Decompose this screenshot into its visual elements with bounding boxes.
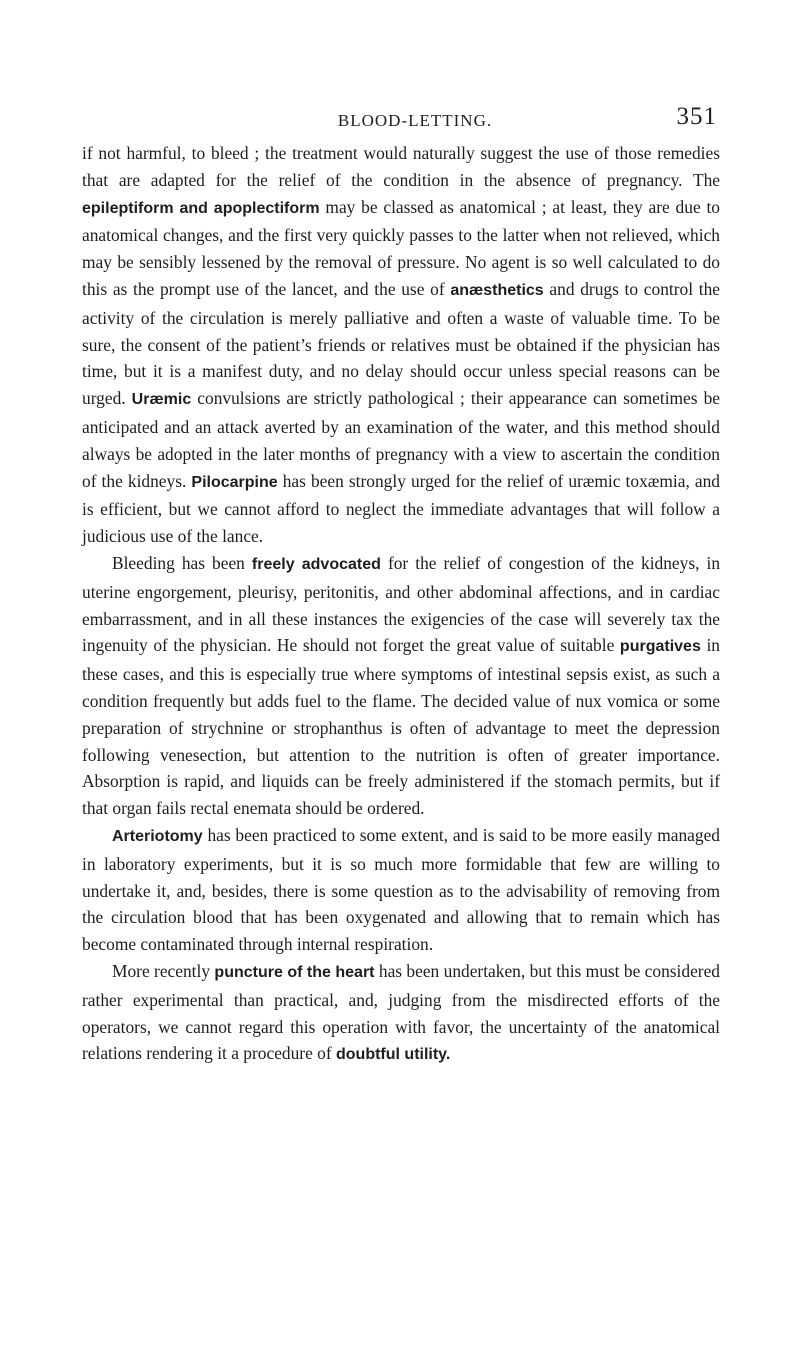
paragraph <box>82 958 720 1069</box>
paragraph <box>82 550 720 822</box>
text-run: has been strongly urged for the relief of uræmic toxæmia, and is efficient, but we cannot afford to neglect the immediate advantages that will follow a judicious use of the lance. <box>82 470 720 547</box>
emphasized-term: freely advocated <box>251 555 381 573</box>
running-title: BLOOD-LETTING. <box>337 111 493 130</box>
emphasized-term: epileptiform and apoplectiform <box>82 199 320 217</box>
emphasized-term: Pilocarpine <box>191 473 278 491</box>
emphasized-term: anæsthetics <box>450 281 544 299</box>
emphasized-term: purgatives <box>619 638 701 656</box>
body-text <box>82 140 720 1069</box>
text-run: has been practiced to some extent, and is said to be more easily managed in laboratory experiments, but it is so much more formidable that few are willing to undertake it, and, besides, there is some question as to the advisability of removing from the circulation blood that has been oxygenated and allowing that to remain which has become contaminated through internal respiration. <box>82 824 720 955</box>
text-run: in these cases, and this is especially true where symptoms of intestinal sepsis exist, as such a condition frequently but adds fuel to the flame. The decided value of nux vomica or some preparation of strychnine or strophanthus is often of advantage to meet the depression following venesection, but attention to the nutrition is often of greater importance. Absorption is rapid, and liquids can be freely administered if the stomach permits, but if that organ fails rectal enemata should be ordered. <box>82 635 720 819</box>
text-run: More recently <box>112 960 215 981</box>
text-run: for the relief of congestion of the kidneys, in uterine engorgement, pleurisy, peritonitis, and other abdominal affections, and in cardiac embarrassment, and in all these instances the exigencies of the case will severely tax the ingenuity of the physician. He should not forget the great value of suitable <box>82 552 721 656</box>
emphasized-term: puncture of the heart <box>214 963 375 981</box>
text-run: and drugs to control the activity of the circulation is merely palliative and often a waste of valuable time. To be sure, the consent of the patient’s friends or relatives must be obtained if the physician has time, but it is a manifest duty, and no delay should occur unless special reasons can be urged. <box>82 278 720 409</box>
paragraph <box>82 822 720 958</box>
text-run: may be classed as anatomical ; at least, they are due to anatomical changes, and the first very quickly passes to the latter when not relieved, which may be sensibly lessened by the removal of pressure. No agent is so well calculated to do this as the prompt use of the lancet, and the use of <box>82 196 720 299</box>
paragraph <box>82 140 720 550</box>
text-run: convulsions are strictly pathological ; their appearance can sometimes be anticipated and an attack averted by an examination of the water, and this method should always be adopted in the later months of pregnancy with a view to ascertain the condition of the kidneys. <box>82 388 720 491</box>
text-run: if not harmful, to bleed ; the treatment would naturally suggest the use of those remedies that are adapted for the relief of the condition in the absence of pregnancy. The <box>82 143 720 190</box>
text-run: has been undertaken, but this must be considered rather experimental than practical, and, judging from the misdirected efforts of the operators, we cannot regard this operation with favor, the uncertainty of the anatomical relations rendering it a procedure of <box>82 960 720 1064</box>
emphasized-term: Uræmic <box>131 391 192 409</box>
emphasized-term: Arteriotomy <box>112 827 203 845</box>
emphasized-term: doubtful utility. <box>336 1046 451 1064</box>
page-number: 351 <box>676 103 717 130</box>
text-run: Bleeding has been <box>112 552 252 573</box>
